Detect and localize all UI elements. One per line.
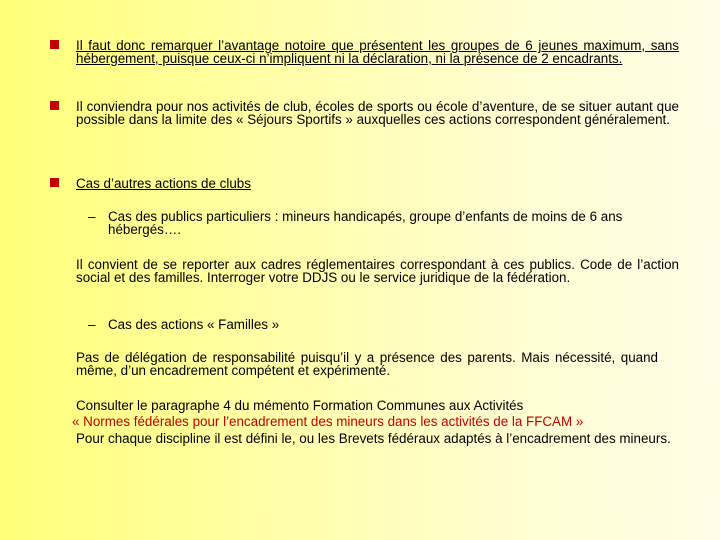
sub-text-2: Cas des actions « Familles » (108, 317, 280, 332)
paragraph-regulatory: Il convient de se reporter aux cadres réglementaires correspondant à ces publics. Code de l’action social et des familles. Interroger votre DDJS ou le service juridique de la fédération. (76, 257, 679, 285)
sub-dash-2: – (88, 317, 96, 332)
bullet-text-3: Cas d’autres actions de clubs (76, 176, 251, 191)
paragraph-families: Pas de délégation de responsabilité puisqu’il y a présence des parents. Mais nécessité, quand même, d’un encadrement compétent et expérimenté. (76, 350, 658, 378)
sub-dash-1: – (88, 209, 96, 224)
bullet-marker-1 (50, 40, 59, 49)
bullet-text-2: Il conviendra pour nos activités de club, écoles de sports ou école d’aventure, de se situer autant que possible dans la limite des « Séjours Sportifs » auxquelles ces actions correspondent généralement. (76, 99, 679, 127)
bullet-marker-2 (50, 101, 59, 110)
paragraph-memento-quote: « Normes fédérales pour l’encadrement des mineurs dans les activités de la FFCAM » (72, 414, 584, 429)
sub-text-1: Cas des publics particuliers : mineurs handicapés, groupe d’enfants de moins de 6 ans hébergés…. (108, 209, 623, 237)
bullet-text-1: Il faut donc remarquer l’avantage notoire que présentent les groupes de 6 jeunes maximum, sans hébergement, puisque ceux-ci n’impliquent ni la déclaration, ni la présence de 2 encadrants. (76, 38, 679, 66)
paragraph-memento-line3: Pour chaque discipline il est défini le, ou les Brevets fédéraux adaptés à l’encadrement des mineurs. (76, 431, 671, 446)
paragraph-memento-line1: Consulter le paragraphe 4 du mémento Formation Communes aux Activités (76, 398, 524, 413)
bullet-marker-3 (50, 178, 59, 187)
